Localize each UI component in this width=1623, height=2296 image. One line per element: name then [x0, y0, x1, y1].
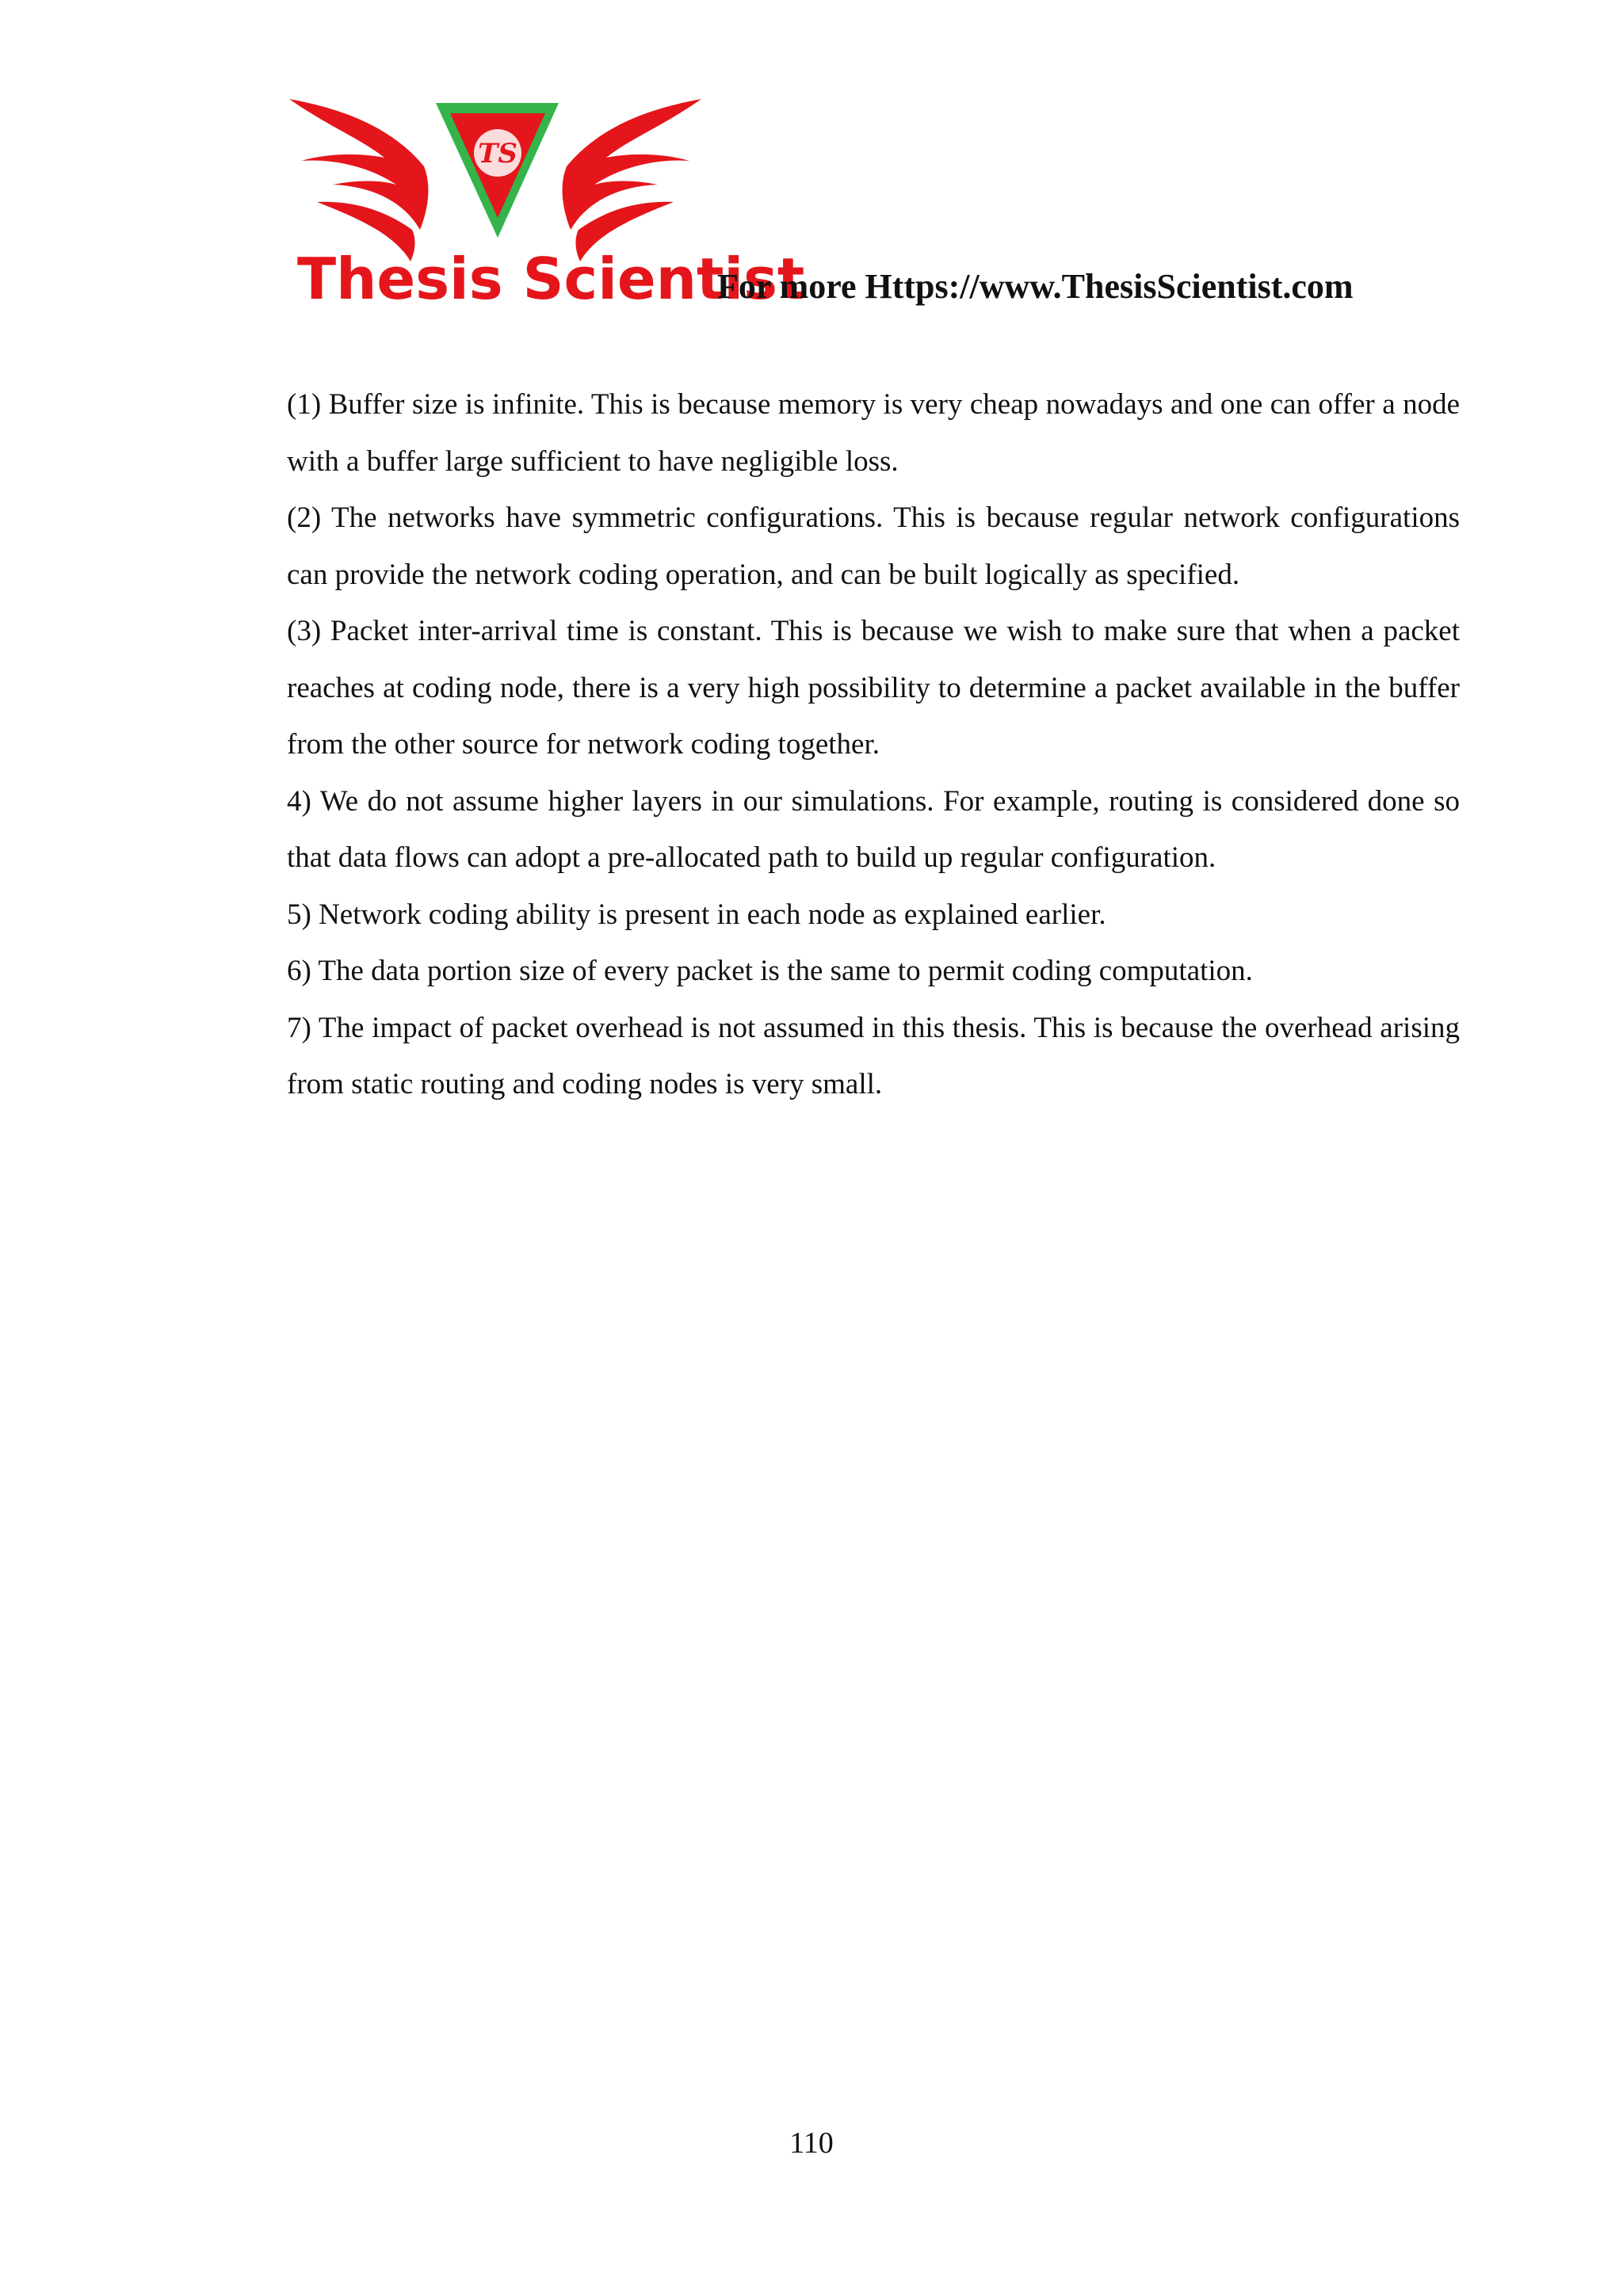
paragraph-7: 7) The impact of packet overhead is not assumed in this thesis. This is because the overhead arising from static routing and coding nodes is very small.	[287, 1011, 1460, 1100]
page-number: 110	[789, 2126, 834, 2160]
logo-emblem-letters: TS	[478, 138, 517, 170]
body-text	[287, 376, 1460, 1113]
thesis-scientist-logo	[285, 91, 805, 313]
website-link[interactable]: For more Https://www.ThesisScientist.com	[717, 267, 1354, 306]
paragraph-3: (3) Packet inter-arrival time is constant. This is because we wish to make sure that when a packet reaches at coding node, there is a very high possibility to determine a packet available in the buffer from the other source for network coding together.	[287, 615, 1460, 761]
paragraph-1: (1) Buffer size is infinite. This is because memory is very cheap nowadays and one can offer a node with a buffer large sufficient to have negligible loss.	[287, 388, 1460, 478]
paragraph-5: 5) Network coding ability is present in each node as explained earlier.	[287, 898, 1106, 931]
paragraph-2: (2) The networks have symmetric configurations. This is because regular network configurations can provide the network coding operation, and can be built logically as specified.	[287, 502, 1460, 591]
logo-wordmark: Thesis Scientist	[297, 246, 805, 312]
paragraph-6: 6) The data portion size of every packet is the same to permit coding computation.	[287, 955, 1253, 987]
paragraph-4: 4) We do not assume higher layers in our simulations. For example, routing is considered done so that data flows can adopt a pre-allocated path to build up regular configuration.	[287, 784, 1460, 874]
logo-emblem-icon	[285, 91, 805, 313]
